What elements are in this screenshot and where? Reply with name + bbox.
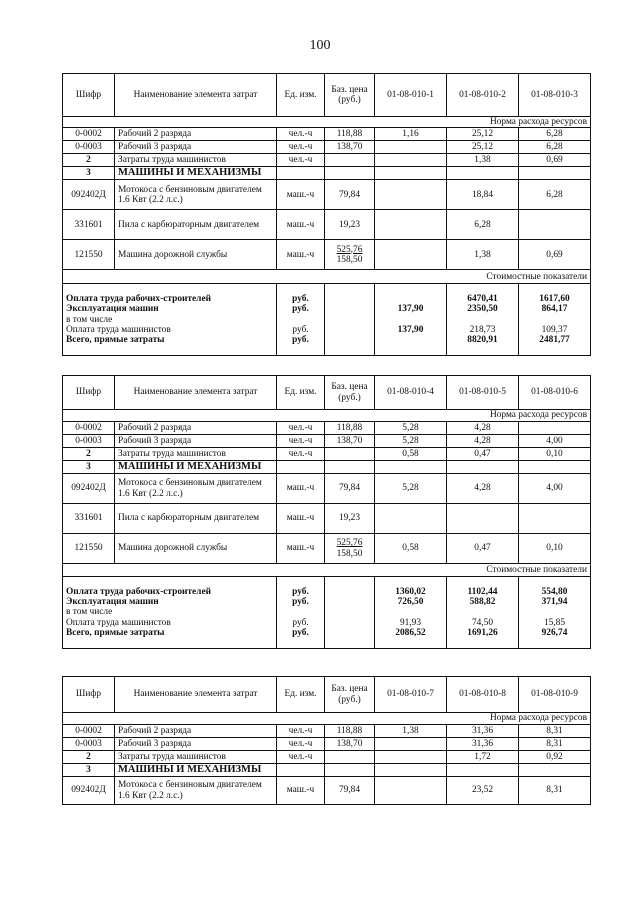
value-cell xyxy=(447,504,519,534)
cost-table-1 xyxy=(62,73,591,356)
code-cell: 331601 xyxy=(63,210,115,240)
table-row xyxy=(63,240,591,270)
name-cell: Пила с карбюраторным двигателем xyxy=(115,210,277,240)
name-cell: Затраты труда машинистов xyxy=(115,154,277,167)
code-cell: 092402Д xyxy=(63,474,115,504)
code-cell: 0-0003 xyxy=(63,738,115,751)
unit-rub: руб. xyxy=(292,617,309,628)
code-cell: 0-0002 xyxy=(63,128,115,141)
machinist-pay-value: 91,93 xyxy=(399,617,422,628)
machinist-pay-value: 218,73 xyxy=(469,324,496,335)
value-cell: 6,28 xyxy=(447,210,519,240)
table-row xyxy=(63,474,591,504)
header-column: 01-08-010-4 xyxy=(375,376,447,410)
total-value: 2086,52 xyxy=(395,627,426,638)
value-cell xyxy=(375,210,447,240)
unit-cell: чел.-ч xyxy=(277,154,325,167)
value-cell xyxy=(375,751,447,764)
machine-op-value: 2350,50 xyxy=(467,304,498,315)
price-value: 525,76 xyxy=(336,244,363,255)
table-row xyxy=(63,141,591,154)
value-cell: 4,00 xyxy=(519,435,591,448)
value-cell: 8,31 xyxy=(519,725,591,738)
value-cell: 31,36 xyxy=(447,725,519,738)
norm-section-row xyxy=(63,117,591,128)
name-cell: Мотокоса с бензиновым двигателем 1.6 Квт (2.2 л.с.) xyxy=(115,474,277,504)
value-cell xyxy=(375,180,447,210)
table-row xyxy=(63,764,591,777)
value-cell: 23,52 xyxy=(447,777,519,805)
labor-pay-value: 1360,02 xyxy=(395,587,426,598)
value-cell: 18,84 xyxy=(447,180,519,210)
unit-cell: чел.-ч xyxy=(277,422,325,435)
unit-cell: маш.-ч xyxy=(277,504,325,534)
price-cell: 138,70 xyxy=(325,738,375,751)
header-price: Баз. цена (руб.) xyxy=(325,677,375,713)
price-cell xyxy=(325,751,375,764)
price-cell: 118,88 xyxy=(325,128,375,141)
code-cell: 121550 xyxy=(63,240,115,270)
value-cell xyxy=(375,738,447,751)
header-column: 01-08-010-3 xyxy=(519,74,591,117)
name-cell: Машина дорожной службы xyxy=(115,240,277,270)
name-cell: Рабочий 2 разряда xyxy=(115,128,277,141)
header-unit: Ед. изм. xyxy=(277,677,325,713)
table-row xyxy=(63,751,591,764)
value-cell xyxy=(519,504,591,534)
header-column: 01-08-010-9 xyxy=(519,677,591,713)
value-cell: 0,47 xyxy=(447,448,519,461)
name-cell: Пила с карбюраторным двигателем xyxy=(115,504,277,534)
table-row xyxy=(63,777,591,805)
code-cell: 3 xyxy=(63,461,115,474)
header-column: 01-08-010-5 xyxy=(447,376,519,410)
cost-section-label: Стоимостные показатели xyxy=(63,564,591,577)
machinist-pay-value: 74,50 xyxy=(471,617,494,628)
name-cell: Затраты труда машинистов xyxy=(115,751,277,764)
price-cell xyxy=(325,577,375,649)
machinist-pay-label: Оплата труда машинистов xyxy=(66,617,171,628)
value-cell: 5,28 xyxy=(375,435,447,448)
price-cell: 79,84 xyxy=(325,777,375,805)
totals-labels xyxy=(63,577,277,649)
table-row xyxy=(63,128,591,141)
code-cell: 3 xyxy=(63,764,115,777)
unit-cell: чел.-ч xyxy=(277,435,325,448)
cost-section-label: Стоимостные показатели xyxy=(63,270,591,284)
value-cell: 1,38 xyxy=(447,240,519,270)
name-cell: Машина дорожной службы xyxy=(115,534,277,564)
name-cell: Рабочий 2 разряда xyxy=(115,725,277,738)
code-cell: 0-0003 xyxy=(63,141,115,154)
value-cell: 4,28 xyxy=(447,422,519,435)
price-cell: 79,84 xyxy=(325,180,375,210)
value-cell: 31,36 xyxy=(447,738,519,751)
unit-cell: чел.-ч xyxy=(277,751,325,764)
cost-section-row xyxy=(63,270,591,284)
value-cell xyxy=(447,284,519,356)
table-row xyxy=(63,725,591,738)
header-price: Баз. цена (руб.) xyxy=(325,74,375,117)
unit-cell: чел.-ч xyxy=(277,448,325,461)
price-cell xyxy=(325,154,375,167)
labor-pay-value: 1617,60 xyxy=(539,294,570,305)
code-cell: 121550 xyxy=(63,534,115,564)
unit-cell: чел.-ч xyxy=(277,141,325,154)
price-cell xyxy=(325,240,375,270)
value-cell: 6,28 xyxy=(519,141,591,154)
unit-cell xyxy=(277,577,325,649)
section-title: МАШИНЫ И МЕХАНИЗМЫ xyxy=(115,764,277,777)
code-cell: 331601 xyxy=(63,504,115,534)
unit-cell: чел.-ч xyxy=(277,738,325,751)
value-cell: 0,47 xyxy=(447,534,519,564)
labor-pay-value: 137,90 xyxy=(397,304,424,315)
unit-rub: руб. xyxy=(292,294,309,305)
value-cell xyxy=(375,240,447,270)
code-cell: 2 xyxy=(63,154,115,167)
cost-section-row xyxy=(63,564,591,577)
price-value: 525,76 xyxy=(336,538,363,549)
total-value: 1691,26 xyxy=(467,627,498,638)
machinist-pay-value: 15,85 xyxy=(543,617,566,628)
value-cell xyxy=(375,154,447,167)
value-cell: 8,31 xyxy=(519,738,591,751)
total-value: 137,90 xyxy=(397,324,424,335)
price-cell: 138,70 xyxy=(325,435,375,448)
table-row xyxy=(63,180,591,210)
value-cell: 6,28 xyxy=(519,128,591,141)
machine-op-value: 864,17 xyxy=(541,304,568,315)
table-row xyxy=(63,448,591,461)
header-code: Шифр xyxy=(63,376,115,410)
table-row xyxy=(63,210,591,240)
unit-cell: маш.-ч xyxy=(277,240,325,270)
table-row xyxy=(63,534,591,564)
cost-table-2 xyxy=(62,375,591,649)
code-cell: 0-0002 xyxy=(63,422,115,435)
code-cell: 092402Д xyxy=(63,777,115,805)
header-code: Шифр xyxy=(63,677,115,713)
labor-pay-value: 6470,41 xyxy=(467,294,498,305)
header-name: Наименование элемента затрат xyxy=(115,74,277,117)
value-cell xyxy=(447,577,519,649)
header-name: Наименование элемента затрат xyxy=(115,376,277,410)
value-cell: 25,12 xyxy=(447,141,519,154)
table-row xyxy=(63,435,591,448)
labor-pay-label: Оплата труда рабочих-строителей xyxy=(66,587,212,598)
price-cell: 19,23 xyxy=(325,504,375,534)
table-row xyxy=(63,422,591,435)
value-cell: 0,58 xyxy=(375,534,447,564)
norm-section-label: Норма расхода ресурсов xyxy=(63,713,591,725)
totals-labels xyxy=(63,284,277,356)
page-number: 100 xyxy=(309,38,331,53)
code-cell: 2 xyxy=(63,448,115,461)
price-cell xyxy=(325,284,375,356)
value-cell xyxy=(519,210,591,240)
cost-table-3 xyxy=(62,676,591,805)
value-cell: 1,38 xyxy=(447,154,519,167)
table-row xyxy=(63,154,591,167)
unit-rub: руб. xyxy=(292,627,309,638)
totals-row xyxy=(63,284,591,356)
norm-section-label: Норма расхода ресурсов xyxy=(63,410,591,422)
price-value: 158,50 xyxy=(336,254,363,265)
table-row xyxy=(63,738,591,751)
value-cell xyxy=(375,777,447,805)
header-row xyxy=(63,376,591,410)
code-cell: 0-0002 xyxy=(63,725,115,738)
labor-pay-value: 1102,44 xyxy=(467,587,498,598)
header-unit: Ед. изм. xyxy=(277,74,325,117)
price-cell: 118,88 xyxy=(325,422,375,435)
unit-rub: руб. xyxy=(292,597,309,608)
totals-row xyxy=(63,577,591,649)
unit-cell: маш.-ч xyxy=(277,210,325,240)
value-cell: 4,00 xyxy=(519,474,591,504)
table-row xyxy=(63,167,591,180)
unit-cell: чел.-ч xyxy=(277,725,325,738)
unit-cell: маш.-ч xyxy=(277,180,325,210)
unit-cell: маш.-ч xyxy=(277,777,325,805)
name-cell: Мотокоса с бензиновым двигателем 1.6 Квт (2.2 л.с.) xyxy=(115,180,277,210)
total-label: Всего, прямые затраты xyxy=(66,334,165,345)
header-column: 01-08-010-1 xyxy=(375,74,447,117)
header-row xyxy=(63,74,591,117)
machine-op-label: Эксплуатация машин xyxy=(66,597,159,608)
unit-rub: руб. xyxy=(292,334,309,345)
norm-section-label: Норма расхода ресурсов xyxy=(63,117,591,128)
value-cell: 4,28 xyxy=(447,474,519,504)
value-cell: 8,31 xyxy=(519,777,591,805)
price-cell: 138,70 xyxy=(325,141,375,154)
total-value: 926,74 xyxy=(541,627,568,638)
value-cell xyxy=(375,504,447,534)
value-cell xyxy=(375,284,447,356)
value-cell: 0,69 xyxy=(519,154,591,167)
name-cell: Рабочий 2 разряда xyxy=(115,422,277,435)
machinist-pay-label: Оплата труда машинистов xyxy=(66,324,171,335)
total-value: 8820,91 xyxy=(467,334,498,345)
name-cell: Рабочий 3 разряда xyxy=(115,435,277,448)
value-cell: 0,92 xyxy=(519,751,591,764)
value-cell: 5,28 xyxy=(375,422,447,435)
header-code: Шифр xyxy=(63,74,115,117)
price-value: 158,50 xyxy=(336,548,363,559)
total-value: 2481,77 xyxy=(539,334,570,345)
labor-pay-value: 554,80 xyxy=(541,587,568,598)
header-column: 01-08-010-8 xyxy=(447,677,519,713)
code-cell: 092402Д xyxy=(63,180,115,210)
header-row xyxy=(63,677,591,713)
value-cell: 5,28 xyxy=(375,474,447,504)
machine-op-value: 588,82 xyxy=(469,597,496,608)
unit-cell: маш.-ч xyxy=(277,474,325,504)
value-cell: 0,10 xyxy=(519,448,591,461)
code-cell: 2 xyxy=(63,751,115,764)
unit-rub: руб. xyxy=(292,324,309,335)
section-title: МАШИНЫ И МЕХАНИЗМЫ xyxy=(115,167,277,180)
name-cell: Рабочий 3 разряда xyxy=(115,141,277,154)
machine-op-value: 726,50 xyxy=(397,597,424,608)
total-label: Всего, прямые затраты xyxy=(66,627,165,638)
header-name: Наименование элемента затрат xyxy=(115,677,277,713)
value-cell: 4,28 xyxy=(447,435,519,448)
name-cell: Затраты труда машинистов xyxy=(115,448,277,461)
value-cell xyxy=(375,141,447,154)
name-cell: Мотокоса с бензиновым двигателем 1.6 Квт (2.2 л.с.) xyxy=(115,777,277,805)
machine-op-value: 371,94 xyxy=(541,597,568,608)
labor-pay-label: Оплата труда рабочих-строителей xyxy=(66,294,212,305)
unit-rub: руб. xyxy=(292,587,309,598)
value-cell: 1,38 xyxy=(375,725,447,738)
price-cell xyxy=(325,448,375,461)
price-cell: 79,84 xyxy=(325,474,375,504)
incl-label: в том числе xyxy=(66,314,113,325)
section-title: МАШИНЫ И МЕХАНИЗМЫ xyxy=(115,461,277,474)
price-cell: 118,88 xyxy=(325,725,375,738)
machinist-pay-value: 109,37 xyxy=(541,324,568,335)
name-cell: Рабочий 3 разряда xyxy=(115,738,277,751)
norm-section-row xyxy=(63,713,591,725)
unit-rub: руб. xyxy=(292,304,309,315)
code-cell: 3 xyxy=(63,167,115,180)
header-column: 01-08-010-7 xyxy=(375,677,447,713)
table-row xyxy=(63,504,591,534)
value-cell xyxy=(519,577,591,649)
value-cell: 1,16 xyxy=(375,128,447,141)
unit-cell: чел.-ч xyxy=(277,128,325,141)
value-cell: 0,69 xyxy=(519,240,591,270)
unit-cell xyxy=(277,284,325,356)
code-cell: 0-0003 xyxy=(63,435,115,448)
machine-op-label: Эксплуатация машин xyxy=(66,304,159,315)
price-cell: 19,23 xyxy=(325,210,375,240)
value-cell: 0,10 xyxy=(519,534,591,564)
value-cell xyxy=(519,422,591,435)
header-column: 01-08-010-6 xyxy=(519,376,591,410)
header-unit: Ед. изм. xyxy=(277,376,325,410)
value-cell: 0,58 xyxy=(375,448,447,461)
value-cell xyxy=(519,284,591,356)
price-cell xyxy=(325,534,375,564)
unit-cell: маш.-ч xyxy=(277,534,325,564)
value-cell: 1,72 xyxy=(447,751,519,764)
incl-label: в том числе xyxy=(66,607,113,618)
header-column: 01-08-010-2 xyxy=(447,74,519,117)
table-row xyxy=(63,461,591,474)
header-price: Баз. цена (руб.) xyxy=(325,376,375,410)
norm-section-row xyxy=(63,410,591,422)
value-cell xyxy=(375,577,447,649)
value-cell: 6,28 xyxy=(519,180,591,210)
value-cell: 25,12 xyxy=(447,128,519,141)
